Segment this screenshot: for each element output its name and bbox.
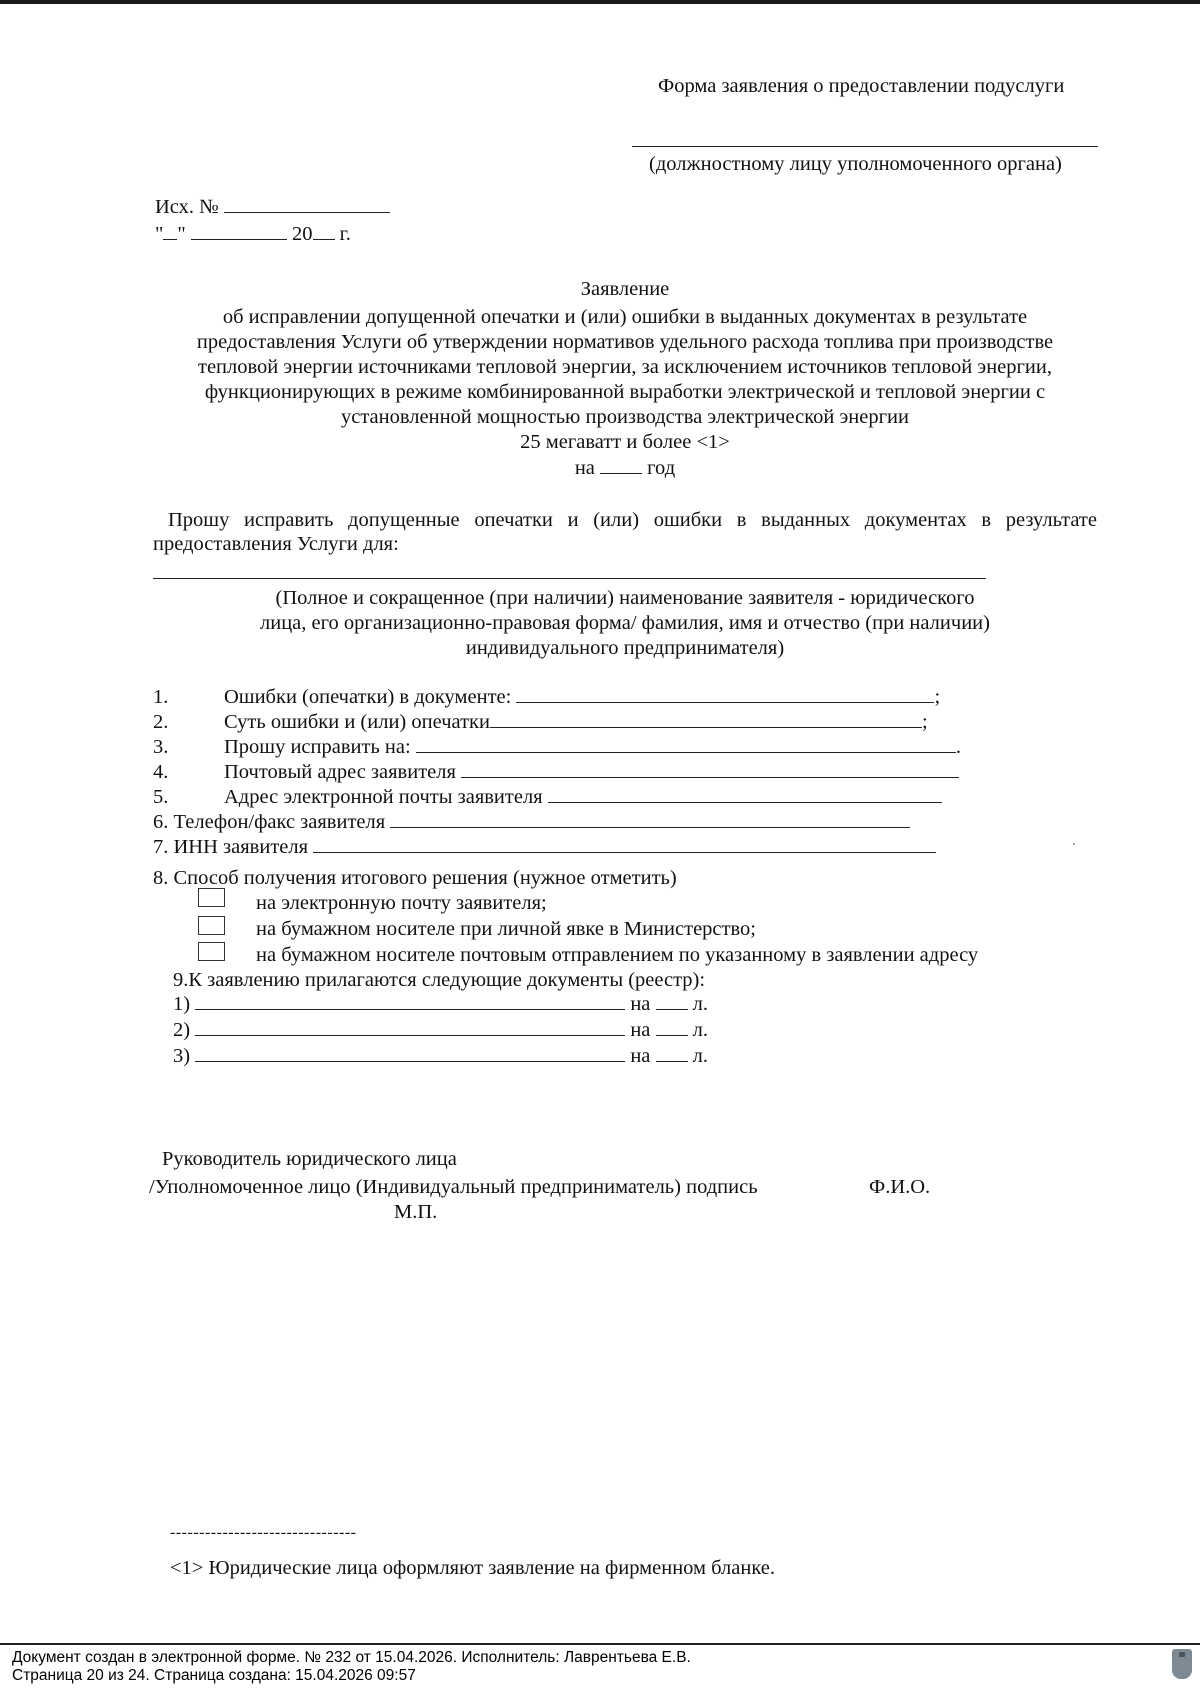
attachment-sheets-1: л. [692,993,709,1015]
crown-icon [1179,1652,1185,1657]
date-quote-close: " [177,223,186,245]
signature-seal: М.П. [394,1201,438,1223]
footer-divider [0,1643,1200,1645]
field-label-6: 6. Телефон/факс заявителя [153,811,386,833]
applicant-caption-3: индивидуального предпринимателя) [465,637,785,659]
date-year-suffix: г. [339,223,351,245]
field-label-5: Адрес электронной почты заявителя [224,786,543,808]
field-end-3: . [955,736,961,758]
period-suffix: год [647,457,676,479]
attachments-heading: 9.К заявлению прилагаются следующие документы (реестр): [173,969,706,991]
field-row-5 [224,785,942,810]
request-line-2: предоставления Услуги для: [153,533,399,555]
outgoing-number [155,195,390,220]
field-number-5: 5. [153,786,169,808]
statement-period [0,456,1200,481]
field-label-4: Почтовый адрес заявителя [224,761,456,783]
period-year-field[interactable] [600,456,642,474]
statement-subject-6: 25 мегаватт и более <1> [520,431,730,453]
statement-subject-1: об исправлении допущенной опечатки и (или) ошибки в выданных документах в результате [222,306,1028,328]
statement-subject-4: функционирующих в режиме комбинированной выработки электрической и тепловой энергии с [204,381,1046,403]
addressee-line [632,128,1098,147]
date-year-field[interactable] [313,222,335,240]
field-label-3: Прошу исправить на: [224,736,411,758]
footnote-text: <1> Юридические лица оформляют заявление на фирменном бланке. [170,1557,776,1579]
attachment-number-2: 2) [173,1019,191,1041]
attachment-row-2 [173,1018,708,1043]
field-row-1 [224,685,940,710]
field-number-3: 3. [153,736,169,758]
applicant-caption-1: (Полное и сокращенное (при наличии) наименование заявителя - юридического [275,587,975,609]
field-end-1: ; [934,686,941,708]
statement-title: Заявление [580,278,670,300]
delivery-post-checkbox[interactable] [198,942,225,961]
footer-line-1: Документ создан в электронной форме. № 232 от 15.04.2026. Исполнитель: Лаврентьева Е.В. [12,1649,691,1666]
applicant-caption-2: лица, его организационно-правовая форма/ фамилия, имя и отчество (при наличии) [260,612,990,634]
field-input-3[interactable] [416,735,956,753]
field-number-2: 2. [153,711,169,733]
attachment-name-field-2[interactable] [195,1018,625,1036]
attachment-na-1: на [630,993,651,1015]
attachment-name-field-3[interactable] [195,1044,625,1062]
scan-top-border [0,0,1200,4]
delivery-option-in-person: на бумажном носителе при личной явке в Министерство; [256,918,756,940]
date-year-prefix: 20 [292,223,313,245]
field-input-6[interactable] [390,810,910,828]
field-row-2 [224,710,928,735]
field-input-2[interactable] [490,710,922,728]
attachment-sheets-field-2[interactable] [656,1018,688,1036]
field-input-5[interactable] [548,785,942,803]
attachment-number-1: 1) [173,993,191,1015]
delivery-option-email: на электронную почту заявителя; [256,892,547,914]
outgoing-number-field[interactable] [224,195,390,213]
form-title: Форма заявления о предоставлении подуслуги [658,75,1065,97]
signature-line-1: Руководитель юридического лица [162,1148,457,1170]
delivery-heading: 8. Способ получения итогового решения (нужное отметить) [153,867,677,889]
attachment-name-field-1[interactable] [195,992,625,1010]
field-end-2: ; [921,711,928,733]
field-number-4: 4. [153,761,169,783]
field-label-7: 7. ИНН заявителя [153,836,309,858]
footnote-separator: -------------------------------- [170,1524,357,1541]
signature-line-2: /Уполномоченное лицо (Индивидуальный предприниматель) подпись [149,1176,758,1198]
date-month-field[interactable] [191,222,287,240]
attachment-sheets-field-3[interactable] [656,1044,688,1062]
field-row-6 [153,810,910,835]
attachment-sheets-2: л. [692,1019,709,1041]
delivery-in-person-checkbox[interactable] [198,916,225,935]
scan-speck [1073,843,1075,845]
statement-subject-3: тепловой энергии источниками тепловой энергии, за исключением источников тепловой энергии, [198,356,1052,378]
statement-subject-2: предоставления Услуги об утверждении нормативов удельного расхода топлива при производстве [196,331,1054,353]
attachment-sheets-3: л. [692,1045,709,1067]
attachment-row-1 [173,992,708,1017]
date-day-field[interactable] [163,222,177,240]
period-prefix: на [574,457,595,479]
addressee-caption: (должностному лицу уполномоченного органа) [649,153,1062,175]
footer-line-2: Страница 20 из 24. Страница создана: 15.04.2026 09:57 [12,1667,416,1684]
field-row-4 [224,760,959,785]
field-row-3 [224,735,961,760]
attachment-na-3: на [630,1045,651,1067]
field-row-7 [153,835,936,860]
outgoing-number-label: Исх. № [155,196,219,218]
delivery-email-checkbox[interactable] [198,888,225,907]
applicant-name-field[interactable] [153,560,986,579]
field-input-4[interactable] [461,760,959,778]
attachment-sheets-field-1[interactable] [656,992,688,1010]
attachment-na-2: на [630,1019,651,1041]
field-label-1: Ошибки (опечатки) в документе: [224,686,512,708]
field-number-1: 1. [153,686,169,708]
request-line-1: Прошу исправить допущенные опечатки и (или) ошибки в выданных документах в результате [168,509,1097,531]
outgoing-date [155,222,351,247]
delivery-option-post: на бумажном носителе почтовым отправлением по указанному в заявлении адресу [256,944,979,966]
date-quote-open: " [155,223,164,245]
attachment-row-3 [173,1044,708,1069]
attachment-number-3: 3) [173,1045,191,1067]
signature-fio: Ф.И.О. [869,1176,931,1198]
field-input-7[interactable] [313,835,936,853]
field-label-2: Суть ошибки и (или) опечатки [224,711,490,733]
field-input-1[interactable] [516,685,934,703]
statement-subject-5: установленной мощностью производства электрической энергии [341,406,909,428]
